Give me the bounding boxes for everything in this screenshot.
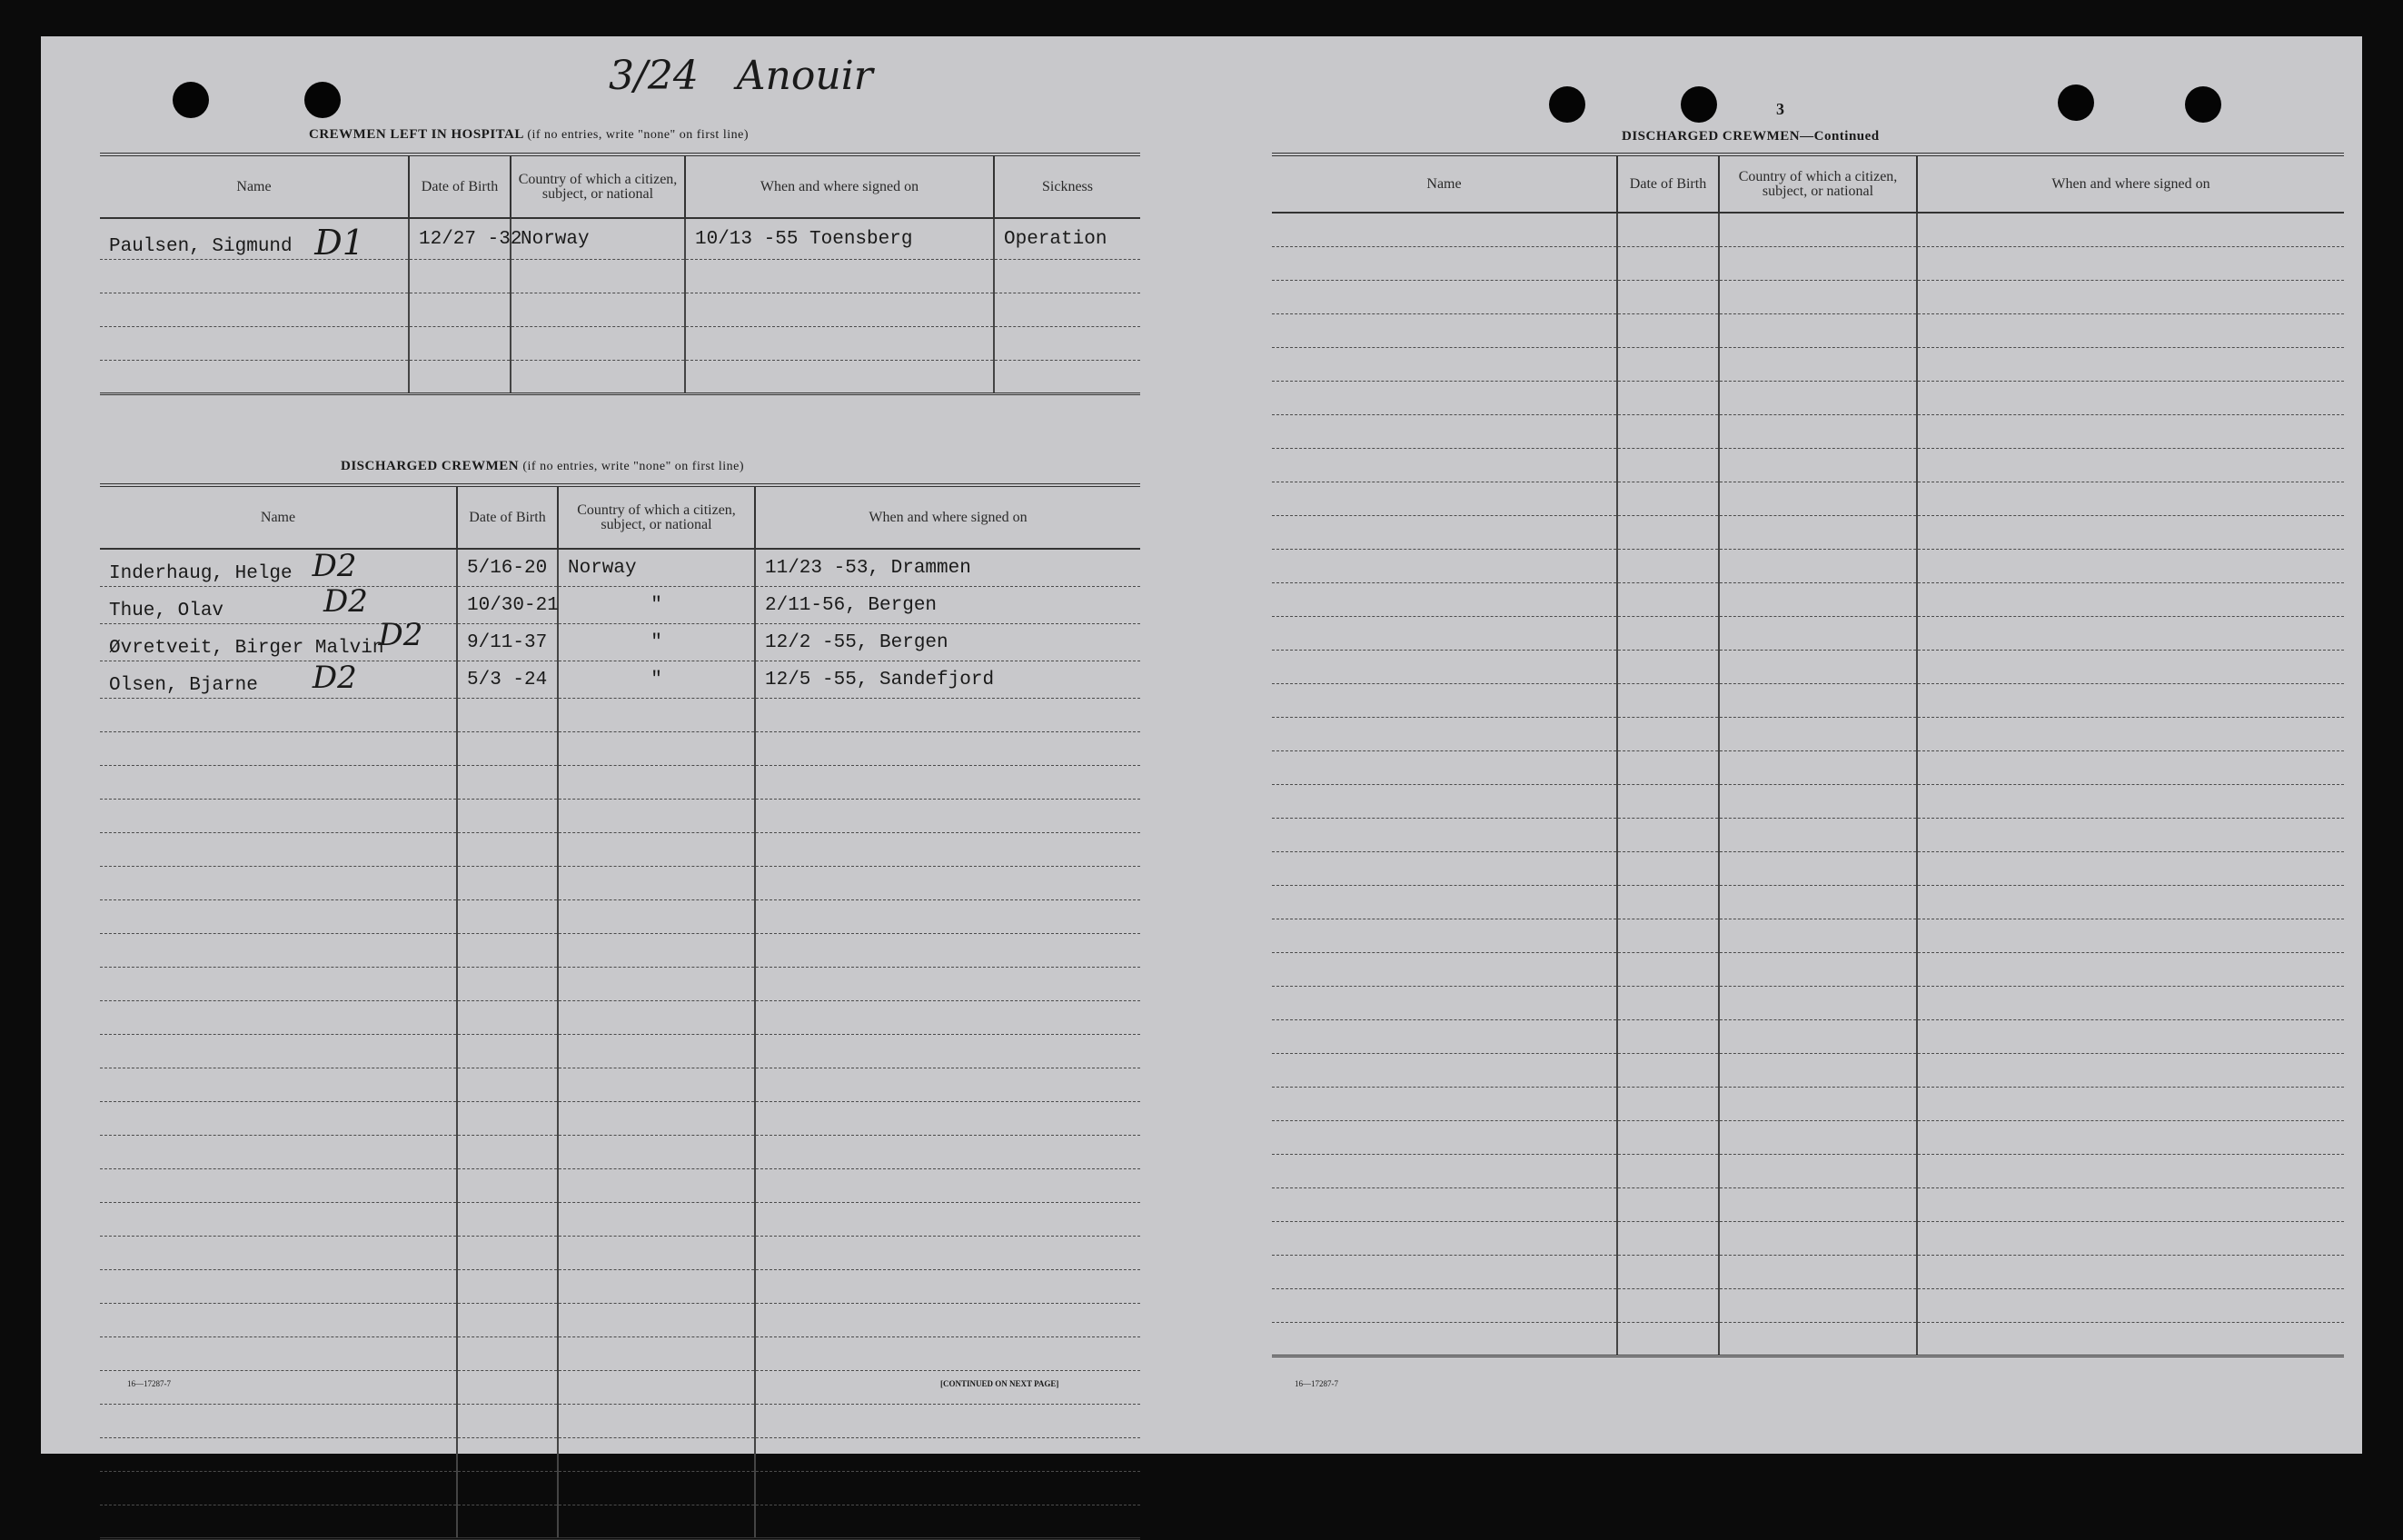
table-row: [1272, 1087, 2344, 1120]
ditto-mark: ": [650, 594, 662, 616]
table-row: [100, 1203, 1140, 1237]
crew-name: Øvretveit, Birger Malvin: [109, 638, 384, 659]
table-row: [1272, 280, 2344, 313]
name-cell: [100, 218, 409, 263]
col-country: Country of which a citizen, subject, or national: [558, 485, 755, 549]
table-row: [100, 1270, 1140, 1304]
dob-cell: 9/11-37: [457, 624, 558, 661]
page-number: 3: [1776, 100, 1784, 118]
table-row: [100, 293, 1140, 327]
table-row: [1272, 1120, 2344, 1154]
punch-hole: [2185, 86, 2221, 123]
country-cell: [558, 587, 755, 624]
discharged-title-note: (if no entries, write "none" on first line): [522, 460, 745, 473]
table-row: [100, 1035, 1140, 1068]
ditto-mark: ": [650, 631, 662, 653]
col-sickness: Sickness: [994, 154, 1140, 218]
signed-cell: 2/11-56, Bergen: [755, 587, 1140, 624]
table-row: [100, 624, 1140, 661]
table-row: [100, 699, 1140, 732]
col-dob: Date of Birth: [1617, 154, 1719, 213]
dob-cell: 5/3 -24: [457, 661, 558, 699]
col-name: Name: [260, 509, 296, 525]
table-row: [1272, 549, 2344, 582]
table-row: [1272, 616, 2344, 650]
col-dob: Date of Birth: [457, 485, 558, 549]
discharged-continued-title: [1622, 129, 1880, 144]
table-row: [1272, 784, 2344, 818]
punch-hole: [2058, 84, 2094, 121]
table-row: [1272, 347, 2344, 381]
col-signed: When and where signed on: [755, 485, 1140, 549]
table-row: [1272, 313, 2344, 347]
table-row: [1272, 986, 2344, 1019]
table-row: [100, 327, 1140, 361]
form-code: 16—17287-7: [127, 1379, 171, 1388]
table-row: [100, 549, 1140, 587]
table-row: [1272, 414, 2344, 448]
table-row: [100, 732, 1140, 766]
form-sheet: [41, 36, 2362, 1454]
country-cell: Norway: [558, 549, 755, 587]
handwritten-mark: D2: [323, 583, 368, 620]
table-row: [100, 1505, 1140, 1539]
table-row: [1272, 1288, 2344, 1322]
name-cell: [100, 549, 457, 587]
punch-hole: [304, 82, 341, 118]
table-row: [100, 766, 1140, 800]
col-country: Country of which a citizen, subject, or national: [1719, 154, 1917, 213]
table-row: [100, 867, 1140, 900]
handwritten-mark: D2: [312, 660, 357, 696]
table-row: [100, 260, 1140, 293]
table-row: [100, 587, 1140, 624]
dob-cell: 10/30-21: [457, 587, 558, 624]
table-row: [1272, 1019, 2344, 1053]
table-row: [100, 800, 1140, 833]
name-cell: [100, 617, 457, 661]
table-row: [1272, 818, 2344, 851]
table-row: [1272, 482, 2344, 515]
table-row: [1272, 1221, 2344, 1255]
continued-note: [CONTINUED ON NEXT PAGE]: [940, 1379, 1059, 1388]
table-row: [100, 833, 1140, 867]
discharged-title-text: DISCHARGED CREWMEN: [341, 459, 520, 473]
col-signed: When and where signed on: [1917, 154, 2344, 213]
punch-hole: [1549, 86, 1585, 123]
table-row: [1272, 750, 2344, 784]
col-signed: When and where signed on: [685, 154, 994, 218]
table-row: [1272, 851, 2344, 885]
col-name: Name: [236, 178, 272, 194]
table-row: [100, 1102, 1140, 1136]
table-row: [1272, 246, 2344, 280]
col-name: Name: [1426, 175, 1462, 192]
table-row: [100, 1001, 1140, 1035]
hospital-table: [100, 153, 1140, 395]
table-row: [1272, 582, 2344, 616]
table-row: [100, 1337, 1140, 1371]
country-cell: [558, 624, 755, 661]
discharged-continued-table: [1272, 153, 2344, 1357]
hospital-title: [309, 127, 749, 143]
table-row: [100, 218, 1140, 260]
hospital-title-text: CREWMEN LEFT IN HOSPITAL: [309, 127, 524, 142]
signed-cell: 12/2 -55, Bergen: [755, 624, 1140, 661]
continued-title-text: DISCHARGED CREWMEN: [1622, 129, 1801, 144]
name-cell: [100, 661, 457, 699]
table-row: [100, 661, 1140, 699]
table-row: [100, 361, 1140, 394]
table-row: [1272, 1053, 2344, 1087]
handwritten-mark: D2: [378, 617, 423, 653]
table-row: [100, 900, 1140, 934]
table-row: [1272, 515, 2344, 549]
handwritten-mark: D1: [314, 223, 364, 263]
form-code: 16—17287-7: [1295, 1379, 1338, 1388]
discharged-title: [341, 459, 744, 474]
table-row: [100, 1438, 1140, 1472]
crew-name: Inderhaug, Helge: [109, 563, 293, 584]
sickness-cell: Operation: [994, 218, 1140, 260]
table-row: [1272, 1322, 2344, 1356]
country-cell: Norway: [511, 218, 685, 260]
table-row: [100, 1237, 1140, 1270]
table-row: [1272, 213, 2344, 246]
col-dob: Date of Birth: [409, 154, 511, 218]
handwritten-mark: D2: [312, 548, 357, 584]
table-row: [100, 1304, 1140, 1337]
table-row: [1272, 1255, 2344, 1288]
table-row: [1272, 381, 2344, 414]
punch-hole: [1681, 86, 1717, 123]
punch-hole: [173, 82, 209, 118]
table-row: [100, 1472, 1140, 1505]
table-row: [1272, 683, 2344, 717]
crew-name: Olsen, Bjarne: [109, 675, 258, 696]
table-row: [100, 1169, 1140, 1203]
dob-cell: 5/16-20: [457, 549, 558, 587]
table-row: [100, 934, 1140, 968]
table-row: [100, 1136, 1140, 1169]
table-row: [1272, 650, 2344, 683]
table-row: [1272, 919, 2344, 952]
table-row: [1272, 717, 2344, 750]
signed-cell: 10/13 -55 Toensberg: [685, 218, 994, 260]
country-cell: [558, 661, 755, 699]
table-row: [100, 1405, 1140, 1438]
table-row: [1272, 1187, 2344, 1221]
continued-title-suffix: —Continued: [1800, 129, 1880, 144]
table-row: [1272, 1154, 2344, 1187]
crew-name: Thue, Olav: [109, 601, 224, 621]
table-row: [1272, 448, 2344, 482]
crew-name: Paulsen, Sigmund: [109, 236, 293, 257]
dob-cell: 12/27 -32: [409, 218, 511, 260]
table-row: [100, 968, 1140, 1001]
handwritten-annotation: 3/24 Anouir: [609, 53, 873, 99]
ditto-mark: ": [650, 669, 662, 691]
col-country: Country of which a citizen, subject, or national: [511, 154, 685, 218]
signed-cell: 12/5 -55, Sandefjord: [755, 661, 1140, 699]
hospital-title-note: (if no entries, write "none" on first line): [527, 128, 749, 142]
table-row: [1272, 952, 2344, 986]
signed-cell: 11/23 -53, Drammen: [755, 549, 1140, 587]
table-row: [1272, 885, 2344, 919]
table-row: [100, 1068, 1140, 1102]
